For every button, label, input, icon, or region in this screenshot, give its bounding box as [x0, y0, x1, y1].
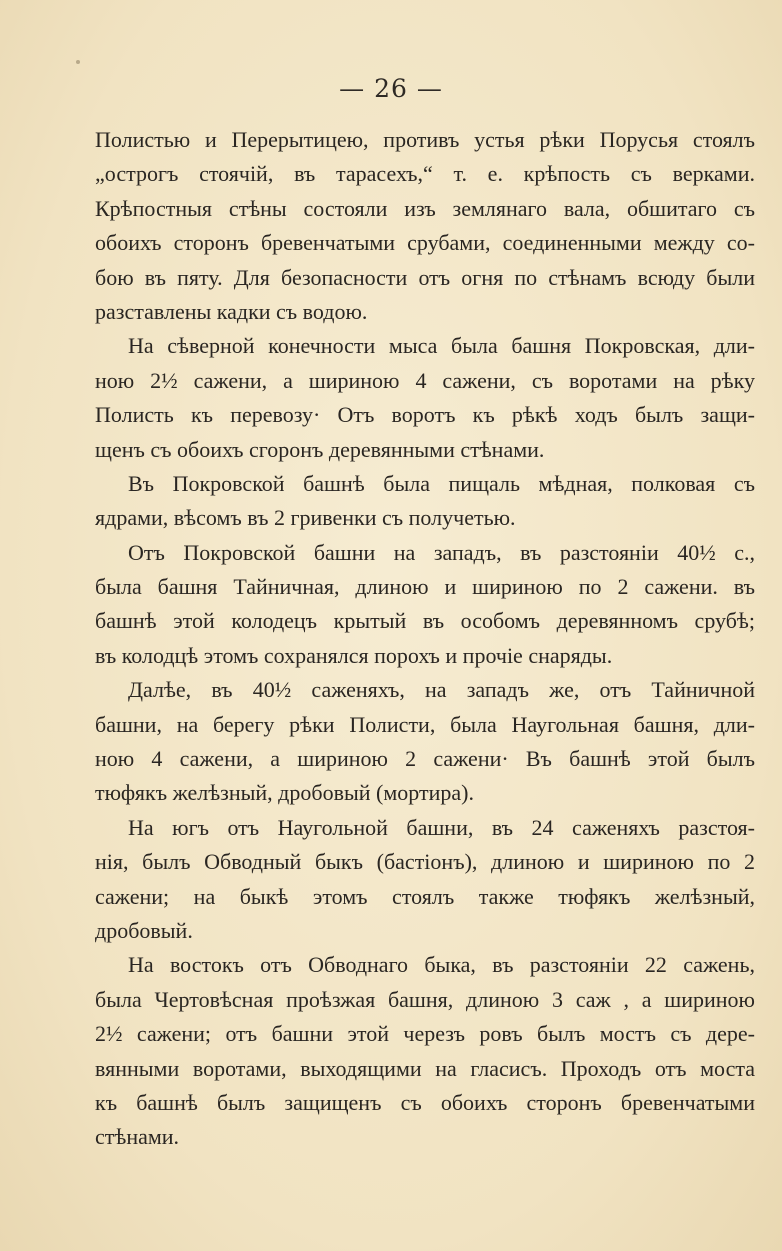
text-line: На югъ отъ Наугольной башни, въ 24 саженяхъ разстоя-	[128, 814, 755, 840]
text-line: въ колодцѣ этомъ сохранялся порохъ и прочіе снаряды.	[95, 642, 613, 668]
text-line: дробовый.	[95, 917, 193, 943]
text-line: обоихъ сторонъ бревенчатыми срубами, соединенными между со-	[95, 230, 755, 256]
text-line: ною 2½ сажени, а шириною 4 сажени, съ воротами на рѣку	[95, 367, 755, 393]
text-line: Полисть къ перевозу· Отъ воротъ къ рѣкѣ ходъ былъ защи-	[95, 402, 755, 428]
text-line: вянными воротами, выходящими на гласисъ. Проходъ отъ моста	[95, 1055, 755, 1081]
text-line: На сѣверной конечности мыса была башня Покровская, дли-	[128, 333, 755, 359]
text-line: къ башнѣ былъ защищенъ съ обоихъ сторонъ бревенчатыми	[95, 1089, 755, 1115]
text-line: тюфякъ желѣзный, дробовый (мортира).	[95, 780, 474, 806]
text-line: была башня Тайничная, длиною и шириною по 2 сажени. въ	[95, 574, 755, 600]
text-line: была Чертовѣсная проѣзжая башня, длиною 3 саж , а шириною	[95, 986, 755, 1012]
page-body	[95, 123, 755, 1155]
text-line: „острогъ стоячій, въ тарасехъ,“ т. е. крѣпость съ верками.	[95, 161, 755, 187]
text-line: сажени; на быкѣ этомъ стоялъ также тюфякъ желѣзный,	[95, 883, 755, 909]
text-line: Далѣе, въ 40½ саженяхъ, на западъ же, отъ Тайничной	[128, 677, 755, 703]
text-line: Отъ Покровской башни на западъ, въ разстояніи 40½ с.,	[128, 539, 755, 565]
paragraph-1	[95, 123, 755, 329]
paragraph-6	[95, 811, 755, 949]
paper-speck	[76, 60, 80, 64]
paragraph-2	[95, 329, 755, 467]
text-line: башнѣ этой колодецъ крытый въ особомъ деревянномъ срубѣ;	[95, 608, 755, 634]
text-line: стѣнами.	[95, 1124, 180, 1150]
paragraph-7	[95, 948, 755, 1154]
text-line: ною 4 сажени, а шириною 2 сажени· Въ башнѣ этой былъ	[95, 746, 755, 772]
text-line: ядрами, вѣсомъ въ 2 гривенки съ получетью.	[95, 505, 516, 531]
text-line: башни, на берегу рѣки Полисти, была Наугольная башня, дли-	[95, 711, 755, 737]
paragraph-3	[95, 467, 755, 536]
text-line: На востокъ отъ Обводнаго быка, въ разстояніи 22 сажень,	[128, 952, 755, 978]
page-number: — 26 —	[339, 74, 443, 103]
text-line: Крѣпостныя стѣны состояли изъ землянаго вала, обшитаго съ	[95, 195, 755, 221]
paragraph-5	[95, 673, 755, 811]
text-line: Полистью и Перерытицею, противъ устья рѣки Порусья стоялъ	[95, 127, 755, 152]
text-line: бою въ пяту. Для безопасности отъ огня по стѣнамъ всюду были	[95, 264, 755, 290]
paragraph-4	[95, 536, 755, 674]
text-line: Въ Покровской башнѣ была пищаль мѣдная, полковая съ	[128, 470, 755, 496]
text-line: 2½ сажени; отъ башни этой черезъ ровъ былъ мостъ съ дере-	[95, 1021, 755, 1047]
text-line: разставлены кадки съ водою.	[95, 298, 368, 324]
text-line: нія, былъ Обводный быкъ (бастіонъ), длиною и шириною по 2	[95, 849, 755, 875]
text-line: щенъ съ обоихъ сгоронъ деревянными стѣнами.	[95, 436, 545, 462]
